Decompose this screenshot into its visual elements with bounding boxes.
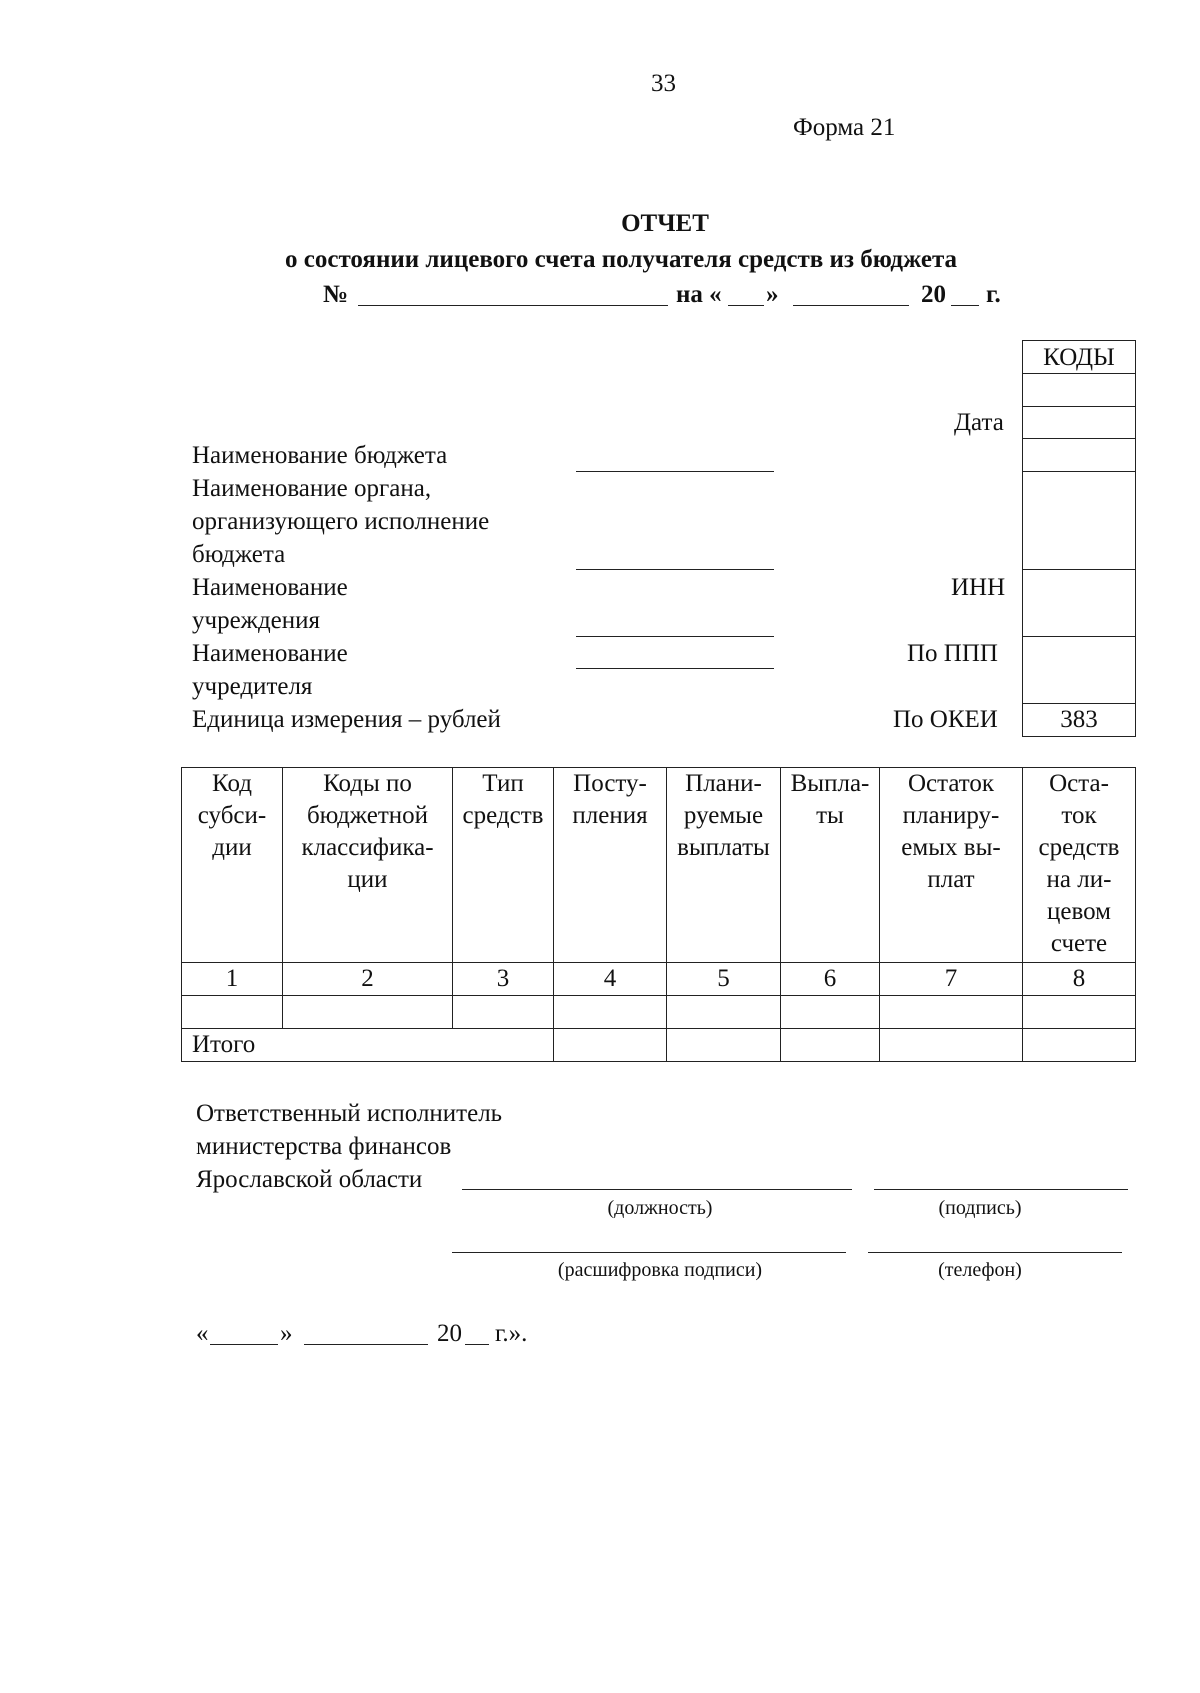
year-blank [951,305,979,306]
table-cell[interactable] [1023,1029,1136,1062]
column-header [667,768,781,963]
column-number: 2 [283,963,453,996]
date-year-blank [465,1344,489,1345]
column-number: 8 [1023,963,1136,996]
position-caption: (должность) [607,1197,713,1219]
table-cell[interactable] [667,996,781,1029]
day-blank [728,305,764,306]
column-number: 4 [554,963,667,996]
column-header [453,768,554,963]
table-cell[interactable] [1023,996,1136,1029]
founder-label-line2: учредителя [192,673,313,700]
codes-divider [1022,636,1136,637]
column-number: 3 [453,963,554,996]
decode-blank [452,1252,846,1253]
table-cell[interactable] [283,996,453,1029]
institution-label-line1: Наименование [192,574,348,601]
year-prefix: 20 [921,281,946,308]
total-label: Итого [182,1029,554,1062]
table-cell[interactable] [554,996,667,1029]
organ-blank [576,569,774,570]
column-header [554,768,667,963]
day-quote-close: » [766,281,779,308]
table-cell[interactable] [781,996,880,1029]
column-number-row [182,963,1136,996]
organ-label-line2: организующего исполнение [192,508,490,535]
budget-name-blank [576,471,774,472]
column-number: 5 [667,963,781,996]
date-quote-close: » [280,1320,293,1347]
report-table [181,767,1136,1062]
date-year-end: г.». [495,1320,528,1347]
total-row [182,1029,1136,1062]
institution-label-line2: учреждения [192,607,321,634]
year-suffix: г. [986,281,1001,308]
founder-label-line1: Наименование [192,640,348,667]
column-header [283,768,453,963]
column-number: 7 [880,963,1023,996]
codes-divider [1022,569,1136,570]
number-blank [358,305,668,306]
responsible-line1: Ответственный исполнитель [196,1100,503,1127]
month-blank [793,305,909,306]
organ-label-line3: бюджета [192,541,286,568]
column-header-text: Посту- пления [572,770,648,829]
number-sign: № [323,281,349,308]
signature-blank [874,1189,1128,1190]
table-cell[interactable] [453,996,554,1029]
okei-value: 383 [1060,706,1098,733]
organ-label-line1: Наименование органа, [192,475,432,502]
date-day-blank [210,1344,278,1345]
inn-label: ИНН [951,574,1006,601]
table-row [182,996,1136,1029]
unit-label: Единица измерения – рублей [192,706,501,733]
codes-header: КОДЫ [1043,344,1115,371]
column-header-text: Оста- ток средств на ли- цевом счете [1038,770,1120,957]
form-label: Форма 21 [793,114,896,141]
table-cell[interactable] [667,1029,781,1062]
column-header-text: Коды по бюджетной классифика- ции [301,770,434,893]
column-header [781,768,880,963]
column-header-text: Остаток планиру- емых вы- плат [901,770,1001,893]
ppp-label: По ППП [907,640,998,667]
date-year: 20 [437,1320,462,1347]
date-quote-open: « [196,1320,209,1347]
codes-box [1022,340,1136,737]
column-header-text: Выпла- ты [790,770,870,829]
table-cell[interactable] [880,996,1023,1029]
table-cell[interactable] [182,996,283,1029]
codes-divider [1022,373,1136,374]
report-subtitle: о состоянии лицевого счета получателя средств из бюджета [285,246,958,273]
column-header-text: Код субси- дии [197,770,267,861]
column-header [880,768,1023,963]
column-header-text: Плани- руемые выплаты [677,770,770,861]
table-header-row [182,768,1136,963]
report-title: ОТЧЕТ [621,210,709,237]
column-number: 1 [182,963,283,996]
founder-blank [576,668,774,669]
decode-caption: (расшифровка подписи) [557,1259,763,1281]
page-number: 33 [651,70,676,97]
institution-blank [576,636,774,637]
table-cell[interactable] [880,1029,1023,1062]
date-label: Дата [954,409,1004,436]
codes-divider [1022,438,1136,439]
position-blank [462,1189,852,1190]
column-number: 6 [781,963,880,996]
codes-divider [1022,406,1136,407]
table-cell[interactable] [554,1029,667,1062]
signature-caption: (подпись) [938,1197,1022,1219]
responsible-line3: Ярославской области [196,1166,423,1193]
okei-label: По ОКЕИ [893,706,998,733]
codes-divider [1022,471,1136,472]
responsible-line2: министерства финансов [196,1133,452,1160]
date-month-blank [304,1344,428,1345]
column-header-text: Тип средств [462,770,544,829]
budget-name-label: Наименование бюджета [192,442,448,469]
on-date-prefix: на « [676,281,722,308]
column-header [1023,768,1136,963]
column-header [182,768,283,963]
phone-blank [868,1252,1122,1253]
phone-caption: (телефон) [938,1259,1022,1281]
table-cell[interactable] [781,1029,880,1062]
